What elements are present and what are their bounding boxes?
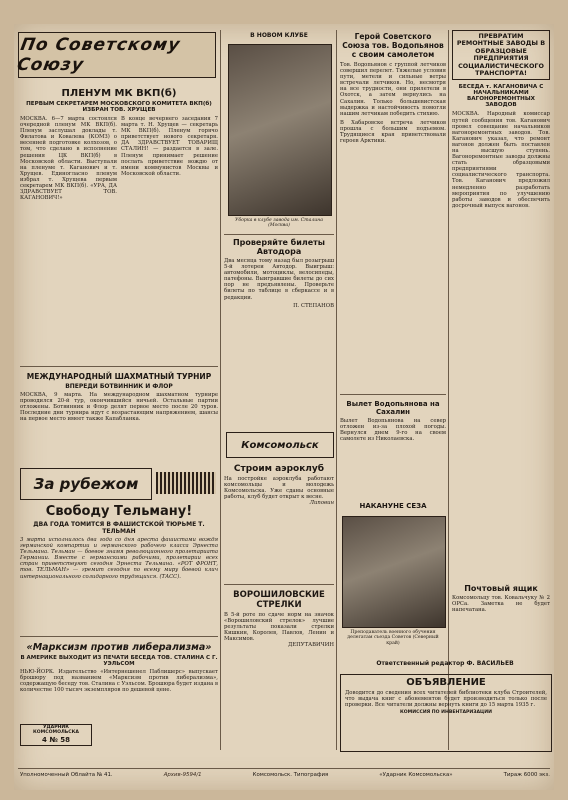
plenum-subheadline: ПЕРВЫМ СЕКРЕТАРЕМ МОСКОВСКОГО КОМИТЕТА ВКП(б) ИЗБРАН ТОВ. ХРУЩЕВ [26,101,212,113]
marx-text: НЬЮ-ЙОРК. Издательство «Интернешенел Паблишерс» выпускает брошюру под названием «Марксизм против либерализма», содержащую беседу тов. Сталина с Уэльсом. Брошюра будет издана в количестве 100 тысяч экземпляров по дешевой цене. [20,669,218,694]
freedom-text: 3 марта исполнилось два года со дня ареста фашистами вождя германской компартии и германского рабочего класса Эрнеста Тельмана. Тельман — боевое знамя революционного пролетариата Германии. Вместе с германскими рабочими, пролетарии всех стран приветствуют сегодня Эрнеста Тельмана. «РОТ ФРОНТ, тов. ТЕЛЬМАН» — гремит сегодня по всему миру боевой клич интернационального солидарного трудящихся. (ТАСС). [20,537,218,580]
hero-text-cont: В Хабаровске встреча летчиков прошла с большим подъемом. Трудящиеся края приветствовали героев Арктики. [340,119,446,145]
voroshilov-signature: ДЕПУТАВИЧИН [287,642,334,649]
post-headline: Почтовый ящик [464,584,538,593]
masthead-banner [15,32,216,78]
voroshilov-headline: ВОРОШИЛОВСКИЕ СТРЕЛКИ [233,590,325,610]
eve-photo-caption: Преподаватель военного обучения делегатам съезда Советов (Северный край) [347,630,439,646]
chess-headline: МЕЖДУНАРОДНЫЙ ШАХМАТНЫЙ ТУРНИР [26,372,212,381]
flight-headline: Вылет Водопьянова на Сахалин [346,400,440,416]
aero-text: На постройке аэроклуба работают комсомольцы и молодежь Комсомольска. Уже сданы основные работы, клуб будет открыт к весне. [224,476,334,501]
footer-censor: Уполномоченный Облайта № 41. [20,772,113,778]
chess-subheadline: ВПЕРЕДИ БОТВИННИК И ФЛОР [65,383,173,390]
notice-box [340,674,552,752]
column-left [15,24,218,790]
footer-paper: «Ударник Комсомольска» [379,772,453,778]
post-text: Комсомольцу тов. Ковальчуку № 2 ОРСа. Заметка не будет напечатана. [452,595,550,614]
newspaper-page [14,24,554,790]
komsomolsk-banner: Комсомольск [226,432,334,458]
plenum-headline: ПЛЕНУМ МК ВКП(б) [61,88,177,99]
marx-subheadline: В АМЕРИКЕ ВЫХОДИТ ИЗ ПЕЧАТИ БЕСЕДА ТОВ. СТАЛИНА С Г. УЭЛЬСОМ [20,655,218,667]
footer [20,772,550,778]
abroad-ornament [156,472,216,494]
eve-headline: НАКАНУНЕ СЕЗА [359,502,427,510]
masthead-title: По Советскому Союзу [15,35,182,75]
plenum-text-cont: В конце вечернего заседания 7 марта т. Н. Хрущев — секретарь МК ВКП(б). Пленум горячо приветствует нового секретаря. ДА ЗДРАВСТВУЕТ ТОВАРИЩ СТАЛИН! — раздается в зале. Пленум принимает решение послать приветствие вождю от имени коммунистов Москвы и Московской области. [121,116,218,177]
notice-headline: ОБЪЯВЛЕНИЕ [406,677,486,688]
abroad-banner: За рубежом [20,468,152,500]
column-rule [448,30,449,750]
club-photo [228,44,332,216]
eve-photo [342,516,446,628]
footer-archive-stamp: Архив-9594/1 [163,772,202,778]
plenum-text: МОСКВА. 6—7 марта состоялся очередной пленум МК ВКП(б). Пленум заслушал доклады т. Филатова и Ковалева (КОМЗ) о весенней подготовке колхозов, о том, что сделано в исполнение решения ЦК ВКП(б) в Московской области. Выступали на пленуме т. Каганович и т. Хрущев. Единогласно пленум избрал т. Хрущева первым секретарем МК ВКП(б). «УРА, ДА ЗДРАВСТВУЕТ ТОВ. КАГАНОВИЧ!» [20,116,117,202]
freedom-headline: Свободу Тельману! [45,504,193,519]
notice-text: Доводится до сведения всех читателей библиотеки клуба Строителей, что выдача книг с абонементов будет производиться только после проверки. Все читатели должны вернуть книги до 15 марта 1935 г. [345,690,547,709]
depots-headline: ПРЕВРАТИМ РЕМОНТНЫЕ ЗАВОДЫ В ОБРАЗЦОВЫЕ ПРЕДПРИЯТИЯ СОЦИАЛИСТИЧЕСКОГО ТРАНСПОРТА! [456,32,546,78]
freedom-subheadline: ДВА ГОДА ТОМИТСЯ В ФАШИСТСКОЙ ТЮРЬМЕ Т. ТЕЛЬМАН [33,521,205,535]
editor-line: Ответственный редактор Ф. ВАСИЛЬЕВ [376,660,514,667]
depots-subheadline: БЕСЕДА т. КАГАНОВИЧА С НАЧАЛЬНИКАМИ ВАГОНОРЕМОНТНЫХ ЗАВОДОВ [458,84,544,109]
flight-text: Вылет Водопьянова на север отложен из-за плохой погоды. Вернулся днем 9-го на своем самолете из Николаевска. [340,418,446,443]
club-headline: В НОВОМ КЛУБЕ [250,32,308,39]
aero-headline: Строим аэроклуб [233,464,325,474]
tickets-signature: П. СТЕПАНОВ [293,302,334,309]
issue-box: УДАРНИК КОМСОМОЛЬСКА 4 № 58 [20,724,92,746]
footer-city: Комсомольск. Типография [252,772,329,778]
voroshilov-text: В 5-й роте по сдаче норм на значок «Ворошиловский стрелок» лучшие результаты показали стрелки Кишкин, Королев, Павлов, Ленин и Максимов. [224,612,334,643]
marx-headline: «Марксизм против либерализма» [26,642,212,653]
footer-print: Тираж 6000 экз. [503,772,550,778]
tickets-headline: Проверяйте билеты Автодора [232,238,326,256]
hero-text: Тов. Водопьянов с группой летчиков совершил перелет. Тяжелые условия пути, метели и сильные ветры встречали летчиков. Но, несмотря на все трудности, они прилетели в Охотск, а затем вернулись на Сахалин. Только большевистская выдержка и настойчивость помогли нашим летчикам победить стихию. [340,62,446,117]
tickets-text: Два месяца тому назад был розыгрыш 5-й лотереи Автодор. Выигрыш: автомобили, мотоциклы, велосипеды, патефоны. Выигравшие билеты до сих пор не предъявлены. Проверьте билеты по таблице в сберкассе и в редакции. [224,258,334,301]
hero-headline: Герой Советского Союза тов. Водопьянов с своим самолетом [342,32,444,59]
column-rule [220,30,221,750]
column-rule [336,30,337,750]
notice-signature: КОМИССИЯ ПО ИНВЕНТАРИЗАЦИИ [400,710,492,716]
depots-text: МОСКВА. Народный комиссар путей сообщения тов. Каганович провел совещание начальников вагоноремонтных заводов. Тов. Каганович указал, что ремонт вагонов должен быть поставлен на высшую ступень. Вагоноремонтные заводы должны стать образцовыми предприятиями социалистического транспорта. Тов. Каганович предложил немедленно разработать мероприятия по улучшению работы заводов и обеспечить досрочный выпуск вагонов. [452,111,550,209]
column-center-left [224,24,334,790]
chess-text: МОСКВА, 9 марта. На международном шахматном турнире проводился 20-й тур, окончившийся ничьей. Остальные партии отложены. Ботвинник и Флор делят первое место после 20 туров. Последние дни турнира идут с возрастающим напряжением, шансы на первое место имеет также Капабланка. [20,392,218,423]
club-photo-caption: Уборка в клубе завода им. Сталина (Москва) [235,218,323,229]
aero-signature: Липовин [309,500,334,507]
